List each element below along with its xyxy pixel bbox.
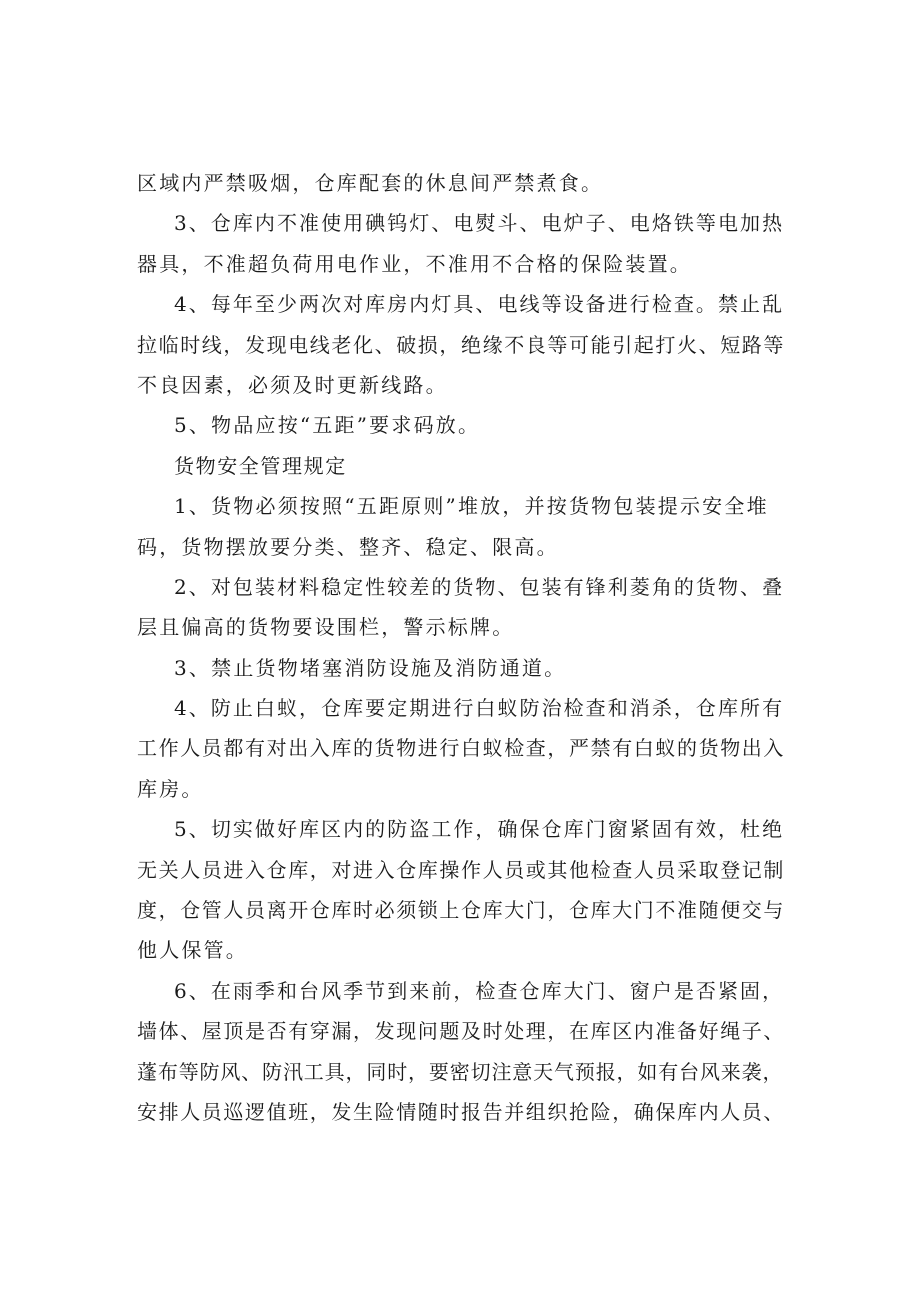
text-line: 无关人员进入仓库，对进入仓库操作人员或其他检查人员采取登记制: [137, 857, 785, 882]
text-line: 安排人员巡逻值班，发生险情随时报告并组织抢险，确保库内人员、: [137, 1099, 785, 1124]
text-line: 度，仓管人员离开仓库时必须锁上仓库大门，仓库大门不准随便交与: [137, 898, 785, 923]
document-body: [137, 163, 787, 1132]
text-line: 库房。: [137, 776, 204, 801]
text-line: 拉临时线，发现电线老化、破损，绝缘不良等可能引起打火、短路等: [137, 332, 785, 357]
section-heading: 货物安全管理规定: [174, 453, 347, 478]
text-line: 工作人员都有对出入库的货物进行白蚁检查，严禁有白蚁的货物出入: [137, 736, 785, 761]
text-line: 3、禁止货物堵塞消防设施及消防通道。: [174, 655, 567, 680]
text-line: 器具，不准超负荷用电作业，不准用不合格的保险装置。: [137, 251, 692, 276]
text-line: 码，货物摆放要分类、整齐、稳定、限高。: [137, 534, 559, 559]
text-line: 他人保管。: [137, 938, 248, 963]
text-line: 2、对包装材料稳定性较差的货物、包装有锋利菱角的货物、叠: [174, 574, 785, 599]
text-line: 5、切实做好库区内的防盗工作，确保仓库门窗紧固有效，杜绝: [174, 817, 785, 842]
text-line: 蓬布等防风、防汛工具，同时，要密切注意天气预报，如有台风来袭，: [137, 1059, 784, 1084]
text-line: 1、货物必须按照“五距原则”堆放，并按货物包装提示安全堆: [174, 494, 769, 519]
text-line: 6、在雨季和台风季节到来前，检查仓库大门、窗户是否紧固，: [174, 978, 785, 1003]
text-line: 5、物品应按“五距”要求码放。: [174, 413, 481, 438]
text-line: 4、防止白蚁，仓库要定期进行白蚁防治检查和消杀，仓库所有: [174, 696, 785, 721]
text-line: 层且偏高的货物要设围栏，警示标牌。: [137, 615, 515, 640]
text-line: 不良因素，必须及时更新线路。: [137, 372, 448, 397]
text-line: 4、每年至少两次对库房内灯具、电线等设备进行检查。禁止乱: [174, 292, 785, 317]
text-line: 区域内严禁吸烟，仓库配套的休息间严禁煮食。: [137, 171, 604, 195]
text-line: 墙体、屋顶是否有穿漏，发现问题及时处理，在库区内准备好绳子、: [137, 1019, 785, 1044]
text-line: 3、仓库内不准使用碘钨灯、电熨斗、电炉子、电烙铁等电加热: [174, 211, 785, 236]
